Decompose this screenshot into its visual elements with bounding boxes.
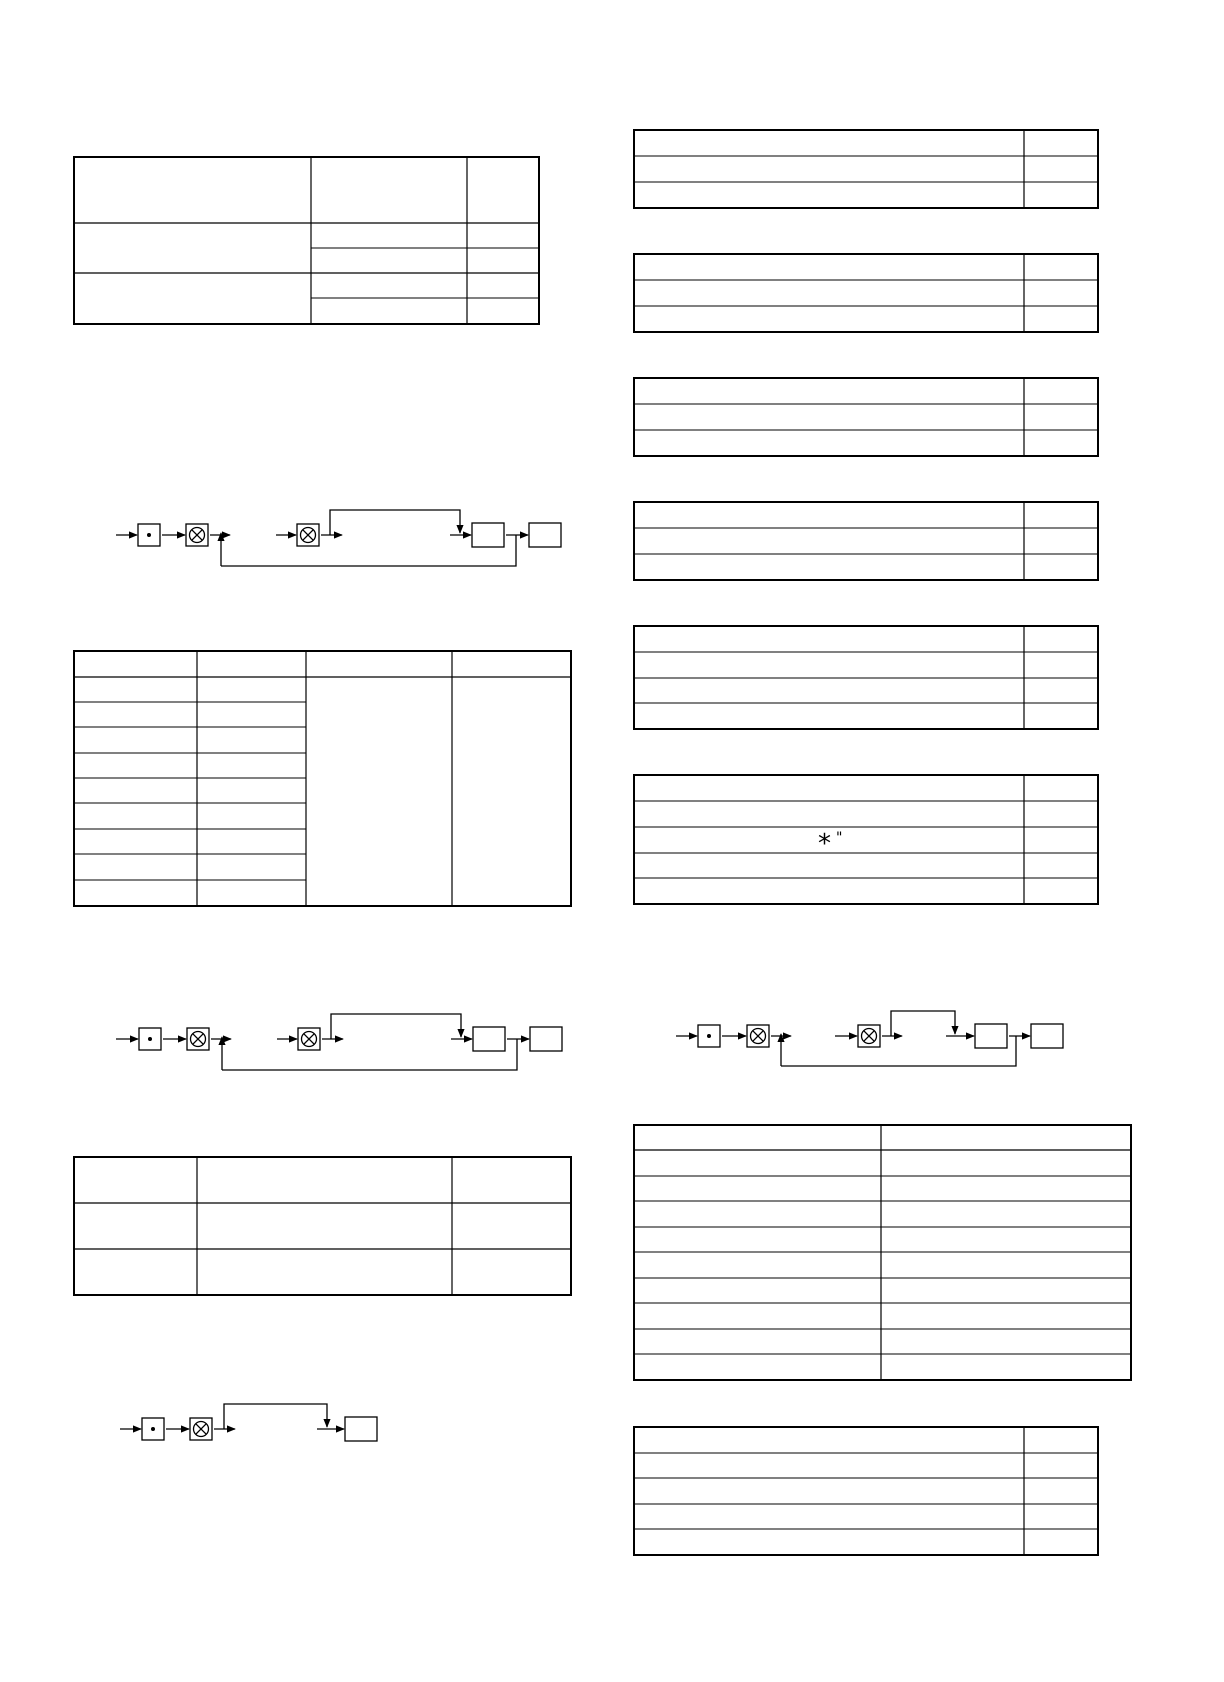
circled-x-key-icon — [858, 1025, 880, 1047]
key-box-1 — [975, 1024, 1007, 1048]
key-box-1 — [473, 1027, 505, 1051]
key-box-2 — [530, 1027, 562, 1051]
table-right-8 — [634, 1427, 1098, 1555]
circled-x-key-icon — [187, 1028, 209, 1050]
asterisk-mark: * — [818, 829, 831, 859]
circled-x-key-icon — [190, 1418, 212, 1440]
table-codes-left — [74, 651, 571, 906]
table-settings-top-left — [74, 157, 539, 324]
circled-x-key-icon — [747, 1025, 769, 1047]
key-box-1 — [472, 523, 504, 547]
table-right-1 — [634, 130, 1098, 208]
table-right-2 — [634, 254, 1098, 332]
key-sequence-diagram-3 — [120, 1404, 377, 1441]
table-right-6 — [634, 775, 1098, 904]
table-right-7 — [634, 1125, 1131, 1380]
key-box-1 — [345, 1417, 377, 1441]
key-box-2 — [529, 523, 561, 547]
table-options-left — [74, 1157, 571, 1295]
quote-mark: " — [836, 830, 843, 846]
key-box-2 — [1031, 1024, 1063, 1048]
circled-x-key-icon — [297, 524, 319, 546]
key-sequence-diagram-4 — [676, 1011, 1063, 1066]
key-sequence-diagram-2 — [116, 1014, 562, 1070]
table-right-5 — [634, 626, 1098, 729]
circled-x-key-icon — [186, 524, 208, 546]
table-right-4 — [634, 502, 1098, 580]
key-sequence-diagram-1 — [116, 510, 561, 566]
circled-x-key-icon — [298, 1028, 320, 1050]
table-right-3 — [634, 378, 1098, 456]
